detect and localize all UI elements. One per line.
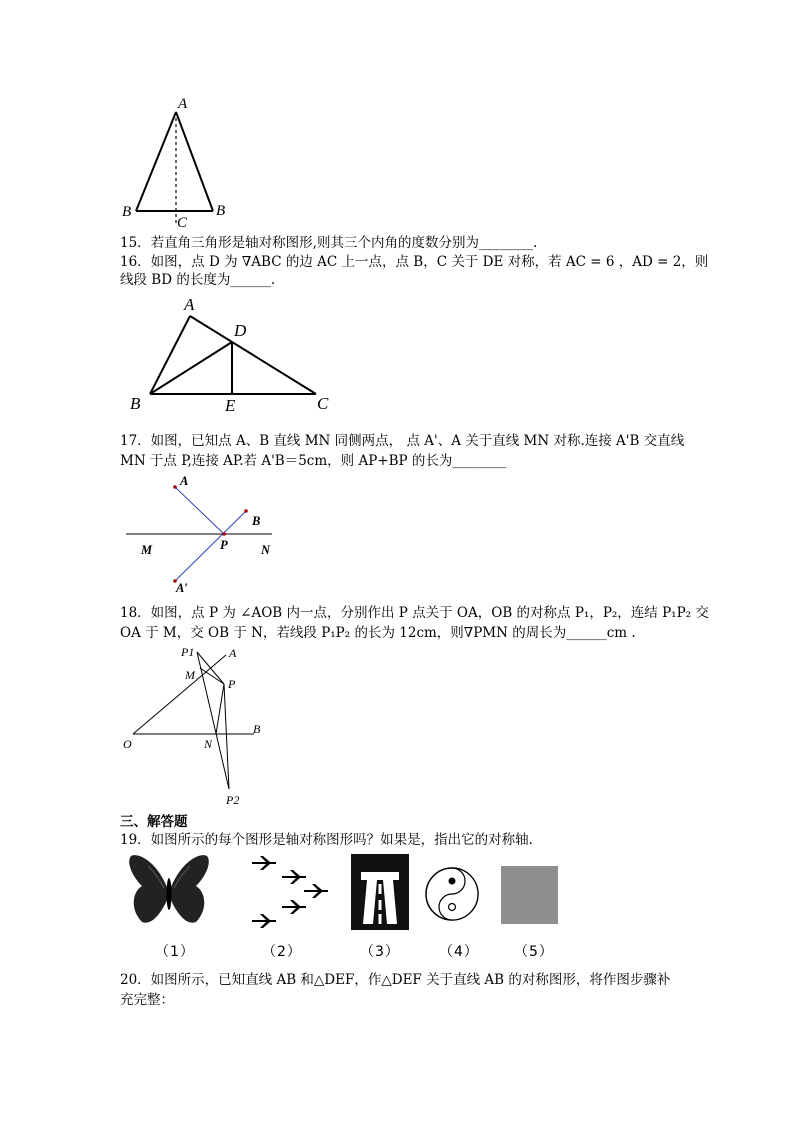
label-c: C xyxy=(177,215,188,231)
label-m: M xyxy=(141,543,153,557)
label-d: D xyxy=(234,321,247,340)
section-title: 三、解答题 xyxy=(120,814,188,830)
question-17-line1: 17．如图，已知点 A、B 直线 MN 同侧两点， 点 A'、A 关于直线 MN 对称.连接 A'B 交直线 xyxy=(120,433,685,449)
label-e: E xyxy=(225,396,236,415)
caption-5: （5） xyxy=(514,944,554,960)
question-20-line2: 充完整： xyxy=(120,992,174,1008)
label-a-prime: A′ xyxy=(176,581,188,595)
caption-4: （4） xyxy=(439,944,479,960)
label-p2: P2 xyxy=(226,793,240,807)
label-a: A xyxy=(180,474,189,488)
question-15: 15．若直角三角形是轴对称图形,则其三个内角的度数分别为________. xyxy=(120,235,538,251)
label-a: A xyxy=(229,646,237,660)
label-b: B xyxy=(130,394,141,413)
question-18-line2: OA 于 M，交 OB 于 N，若线段 P₁P₂ 的长为 12cm，则∇PMN 的周长为______cm . xyxy=(120,625,636,641)
label-p1: P1 xyxy=(181,645,195,659)
label-b: B xyxy=(253,722,261,736)
label-m: M xyxy=(185,668,195,682)
label-b-right: B xyxy=(216,203,226,219)
question-20-line1: 20．如图所示，已知直线 AB 和△DEF，作△DEF 关于直线 AB 的对称图形，将作图步骤补 xyxy=(120,972,671,988)
label-b: B xyxy=(252,514,261,528)
label-p: P xyxy=(228,677,236,691)
label-c: C xyxy=(317,394,329,413)
question-16-line1: 16．如图，点 D 为 ∇ABC 的边 AC 上一点，点 B，C 关于 DE 对称，若 AC = 6 ，AD = 2，则 xyxy=(120,254,709,270)
caption-1: （1） xyxy=(155,944,195,960)
question-18-line1: 18．如图，点 P 为 ∠AOB 内一点，分别作出 P 点关于 OA，OB 的对称点 P₁，P₂，连结 P₁P₂ 交 xyxy=(120,605,709,621)
label-a: A xyxy=(184,295,195,314)
road-sign-icon xyxy=(351,854,409,930)
caption-3: （3） xyxy=(360,944,400,960)
label-b-left: B xyxy=(122,204,132,220)
label-p: P xyxy=(220,538,228,552)
question-19: 19．如图所示的每个图形是轴对称图形吗？如果是，指出它的对称轴． xyxy=(120,832,543,848)
airplanes-icon xyxy=(248,852,328,934)
question-17-line2: MN 于点 P,连接 AP.若 A'B＝5cm，则 AP+BP 的长为________ xyxy=(120,453,507,469)
label-a: A xyxy=(178,96,188,112)
caption-2: （2） xyxy=(262,944,302,960)
butterfly-icon xyxy=(128,852,210,928)
label-n: N xyxy=(261,543,271,557)
question-16-line2: 线段 BD 的长度为______. xyxy=(120,272,276,288)
yin-yang-icon xyxy=(424,865,480,923)
gray-square-icon xyxy=(501,866,558,924)
label-n: N xyxy=(204,737,213,751)
label-o: O xyxy=(123,737,132,751)
